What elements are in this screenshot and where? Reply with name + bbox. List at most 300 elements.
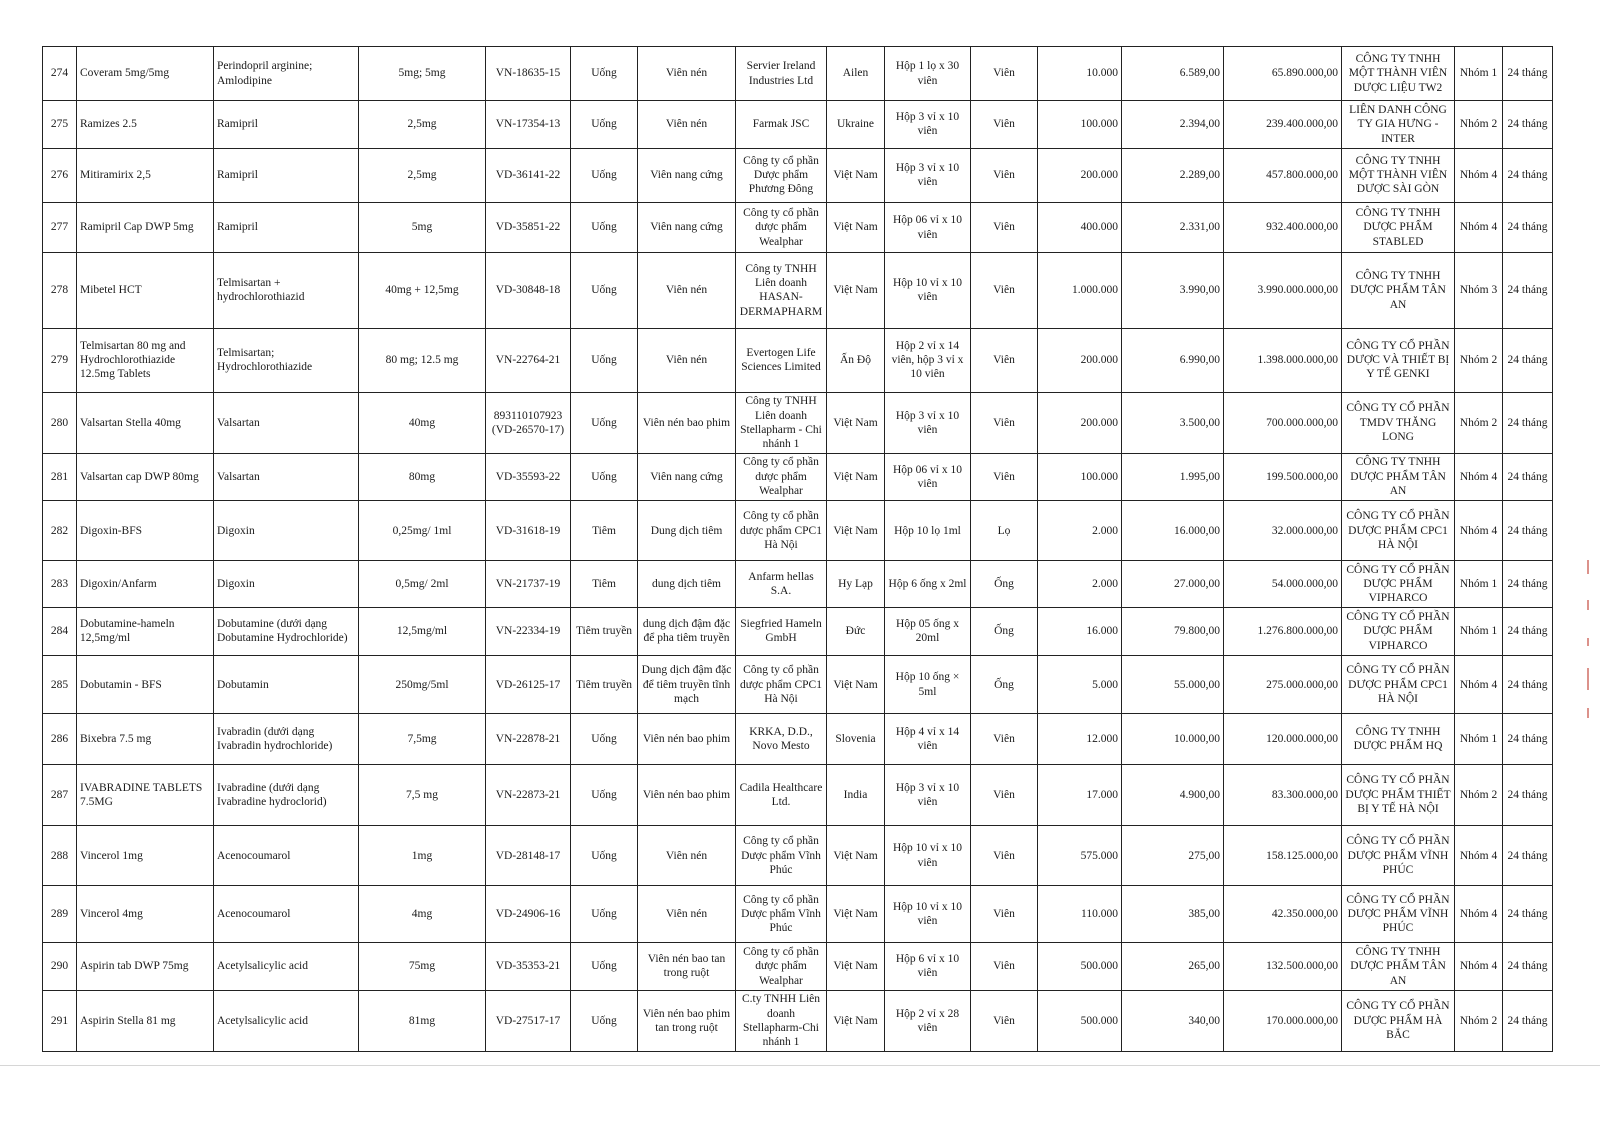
dosage-form-cell: Viên nén bao phim xyxy=(638,764,736,825)
unit-cell: Ống xyxy=(971,656,1038,714)
table-row xyxy=(43,392,1553,453)
supplier-cell: CÔNG TY CỔ PHẦN DƯỢC PHẨM VIPHARCO xyxy=(1342,561,1455,607)
packaging-cell: Hộp 3 vỉ x 10 viên xyxy=(885,764,971,825)
active-ingredient-cell: Telmisartan + hydrochlorothiazid xyxy=(214,253,359,328)
unit-cell: Viên xyxy=(971,453,1038,500)
route-cell: Uống xyxy=(571,202,638,252)
dosage-form-cell: Viên nén xyxy=(638,253,736,328)
quantity-cell: 500.000 xyxy=(1038,991,1122,1052)
unit-price-cell: 340,00 xyxy=(1122,991,1224,1052)
strength-cell: 5mg; 5mg xyxy=(359,47,486,101)
quantity-cell: 200.000 xyxy=(1038,328,1122,392)
drug-name-cell: Mitiramirix 2,5 xyxy=(77,148,214,202)
manufacturer-cell: Công ty cổ phần Dược phẩm Vĩnh Phúc xyxy=(736,826,827,886)
packaging-cell: Hộp 10 vỉ x 10 viên xyxy=(885,826,971,886)
strength-cell: 7,5 mg xyxy=(359,764,486,825)
active-ingredient-cell: Acenocoumarol xyxy=(214,886,359,942)
table-row xyxy=(43,148,1553,202)
unit-price-cell: 79.800,00 xyxy=(1122,607,1224,655)
dosage-form-cell: dung dịch đậm đặc để pha tiêm truyền xyxy=(638,607,736,655)
unit-cell: Viên xyxy=(971,764,1038,825)
route-cell: Tiêm xyxy=(571,501,638,561)
country-cell: Việt Nam xyxy=(827,392,885,453)
country-cell: Việt Nam xyxy=(827,826,885,886)
drug-name-cell: Telmisartan 80 mg and Hydrochlorothiazide 12.5mg Tablets xyxy=(77,328,214,392)
shelf-life-cell: 24 tháng xyxy=(1503,101,1553,148)
quantity-cell: 12.000 xyxy=(1038,714,1122,764)
dosage-form-cell: Viên nén xyxy=(638,101,736,148)
row-number-cell: 285 xyxy=(43,656,77,714)
quantity-cell: 2.000 xyxy=(1038,501,1122,561)
table-body xyxy=(43,47,1553,1052)
dosage-form-cell: Viên nén bao phim tan trong ruột xyxy=(638,991,736,1052)
drug-name-cell: Valsartan cap DWP 80mg xyxy=(77,453,214,500)
drug-name-cell: Aspirin tab DWP 75mg xyxy=(77,942,214,990)
active-ingredient-cell: Acetylsalicylic acid xyxy=(214,942,359,990)
route-cell: Uống xyxy=(571,714,638,764)
drug-name-cell: Vincerol 4mg xyxy=(77,886,214,942)
supplier-cell: CÔNG TY CỔ PHẦN DƯỢC PHẨM CPC1 HÀ NỘI xyxy=(1342,656,1455,714)
active-ingredient-cell: Ramipril xyxy=(214,148,359,202)
unit-price-cell: 2.289,00 xyxy=(1122,148,1224,202)
unit-cell: Viên xyxy=(971,991,1038,1052)
shelf-life-cell: 24 tháng xyxy=(1503,886,1553,942)
supplier-cell: CÔNG TY CỔ PHẦN DƯỢC PHẨM VĨNH PHÚC xyxy=(1342,886,1455,942)
supplier-cell: CÔNG TY TNHH DƯỢC PHẨM HQ xyxy=(1342,714,1455,764)
drug-name-cell: Aspirin Stella 81 mg xyxy=(77,991,214,1052)
shelf-life-cell: 24 tháng xyxy=(1503,991,1553,1052)
country-cell: Ukraine xyxy=(827,101,885,148)
quantity-cell: 10.000 xyxy=(1038,47,1122,101)
active-ingredient-cell: Valsartan xyxy=(214,392,359,453)
row-number-cell: 276 xyxy=(43,148,77,202)
registration-number-cell: VN-17354-13 xyxy=(486,101,571,148)
route-cell: Uống xyxy=(571,826,638,886)
supplier-cell: CÔNG TY CỔ PHẦN DƯỢC PHẨM VIPHARCO xyxy=(1342,607,1455,655)
supplier-cell: CÔNG TY TNHH DƯỢC PHẨM TÂN AN xyxy=(1342,453,1455,500)
quantity-cell: 1.000.000 xyxy=(1038,253,1122,328)
unit-cell: Viên xyxy=(971,148,1038,202)
unit-cell: Viên xyxy=(971,253,1038,328)
row-number-cell: 287 xyxy=(43,764,77,825)
registration-number-cell: VN-22878-21 xyxy=(486,714,571,764)
packaging-cell: Hộp 3 vỉ x 10 viên xyxy=(885,392,971,453)
route-cell: Uống xyxy=(571,764,638,825)
packaging-cell: Hộp 10 vỉ x 10 viên xyxy=(885,886,971,942)
packaging-cell: Hộp 6 ống x 2ml xyxy=(885,561,971,607)
route-cell: Uống xyxy=(571,886,638,942)
quantity-cell: 2.000 xyxy=(1038,561,1122,607)
country-cell: Việt Nam xyxy=(827,991,885,1052)
country-cell: Ấn Độ xyxy=(827,328,885,392)
table-row xyxy=(43,714,1553,764)
group-cell: Nhóm 4 xyxy=(1455,202,1503,252)
active-ingredient-cell: Ramipril xyxy=(214,202,359,252)
drug-name-cell: Coveram 5mg/5mg xyxy=(77,47,214,101)
group-cell: Nhóm 3 xyxy=(1455,253,1503,328)
route-cell: Uống xyxy=(571,991,638,1052)
shelf-life-cell: 24 tháng xyxy=(1503,253,1553,328)
route-cell: Tiêm truyền xyxy=(571,607,638,655)
table-row xyxy=(43,826,1553,886)
shelf-life-cell: 24 tháng xyxy=(1503,392,1553,453)
group-cell: Nhóm 1 xyxy=(1455,607,1503,655)
table-row xyxy=(43,561,1553,607)
active-ingredient-cell: Digoxin xyxy=(214,501,359,561)
group-cell: Nhóm 4 xyxy=(1455,826,1503,886)
margin-marks xyxy=(1584,560,1594,760)
total-amount-cell: 158.125.000,00 xyxy=(1224,826,1342,886)
unit-price-cell: 6.589,00 xyxy=(1122,47,1224,101)
country-cell: Việt Nam xyxy=(827,148,885,202)
strength-cell: 80mg xyxy=(359,453,486,500)
active-ingredient-cell: Perindopril arginine; Amlodipine xyxy=(214,47,359,101)
supplier-cell: CÔNG TY CỔ PHẦN DƯỢC VÀ THIẾT BỊ Y TẾ GENKI xyxy=(1342,328,1455,392)
quantity-cell: 100.000 xyxy=(1038,101,1122,148)
country-cell: Hy Lạp xyxy=(827,561,885,607)
route-cell: Uống xyxy=(571,47,638,101)
table-row xyxy=(43,101,1553,148)
registration-number-cell: 893110107923 (VD-26570-17) xyxy=(486,392,571,453)
packaging-cell: Hộp 10 vỉ x 10 viên xyxy=(885,253,971,328)
table-row xyxy=(43,453,1553,500)
total-amount-cell: 120.000.000,00 xyxy=(1224,714,1342,764)
shelf-life-cell: 24 tháng xyxy=(1503,501,1553,561)
table-row xyxy=(43,47,1553,101)
quantity-cell: 100.000 xyxy=(1038,453,1122,500)
shelf-life-cell: 24 tháng xyxy=(1503,942,1553,990)
manufacturer-cell: Công ty cổ phần dược phẩm CPC1 Hà Nội xyxy=(736,501,827,561)
shelf-life-cell: 24 tháng xyxy=(1503,607,1553,655)
quantity-cell: 500.000 xyxy=(1038,942,1122,990)
row-number-cell: 291 xyxy=(43,991,77,1052)
quantity-cell: 200.000 xyxy=(1038,148,1122,202)
group-cell: Nhóm 4 xyxy=(1455,656,1503,714)
drug-name-cell: IVABRADINE TABLETS 7.5MG xyxy=(77,764,214,825)
dosage-form-cell: dung dịch tiêm xyxy=(638,561,736,607)
unit-price-cell: 1.995,00 xyxy=(1122,453,1224,500)
unit-cell: Viên xyxy=(971,886,1038,942)
unit-price-cell: 6.990,00 xyxy=(1122,328,1224,392)
quantity-cell: 5.000 xyxy=(1038,656,1122,714)
country-cell: Việt Nam xyxy=(827,942,885,990)
unit-price-cell: 275,00 xyxy=(1122,826,1224,886)
dosage-form-cell: Viên nén xyxy=(638,328,736,392)
registration-number-cell: VN-22764-21 xyxy=(486,328,571,392)
quantity-cell: 17.000 xyxy=(1038,764,1122,825)
table-row xyxy=(43,202,1553,252)
unit-cell: Viên xyxy=(971,942,1038,990)
strength-cell: 250mg/5ml xyxy=(359,656,486,714)
strength-cell: 7,5mg xyxy=(359,714,486,764)
dosage-form-cell: Viên nén bao tan trong ruột xyxy=(638,942,736,990)
row-number-cell: 280 xyxy=(43,392,77,453)
strength-cell: 5mg xyxy=(359,202,486,252)
drug-name-cell: Bixebra 7.5 mg xyxy=(77,714,214,764)
table-row xyxy=(43,501,1553,561)
supplier-cell: CÔNG TY TNHH MỘT THÀNH VIÊN DƯỢC LIỆU TW2 xyxy=(1342,47,1455,101)
unit-price-cell: 10.000,00 xyxy=(1122,714,1224,764)
manufacturer-cell: Công ty TNHH Liên doanh Stellapharm - Chi nhánh 1 xyxy=(736,392,827,453)
manufacturer-cell: Evertogen Life Sciences Limited xyxy=(736,328,827,392)
row-number-cell: 282 xyxy=(43,501,77,561)
quantity-cell: 400.000 xyxy=(1038,202,1122,252)
group-cell: Nhóm 4 xyxy=(1455,148,1503,202)
unit-price-cell: 3.990,00 xyxy=(1122,253,1224,328)
registration-number-cell: VD-36141-22 xyxy=(486,148,571,202)
supplier-cell: CÔNG TY CỔ PHẦN DƯỢC PHẨM CPC1 HÀ NỘI xyxy=(1342,501,1455,561)
registration-number-cell: VN-22873-21 xyxy=(486,764,571,825)
registration-number-cell: VN-18635-15 xyxy=(486,47,571,101)
strength-cell: 2,5mg xyxy=(359,101,486,148)
supplier-cell: CÔNG TY TNHH DƯỢC PHẨM STABLED xyxy=(1342,202,1455,252)
strength-cell: 4mg xyxy=(359,886,486,942)
drug-name-cell: Ramipril Cap DWP 5mg xyxy=(77,202,214,252)
unit-cell: Viên xyxy=(971,714,1038,764)
quantity-cell: 16.000 xyxy=(1038,607,1122,655)
row-number-cell: 289 xyxy=(43,886,77,942)
packaging-cell: Hộp 1 lọ x 30 viên xyxy=(885,47,971,101)
unit-price-cell: 385,00 xyxy=(1122,886,1224,942)
group-cell: Nhóm 4 xyxy=(1455,501,1503,561)
active-ingredient-cell: Acetylsalicylic acid xyxy=(214,991,359,1052)
drug-name-cell: Dobutamin - BFS xyxy=(77,656,214,714)
table-row xyxy=(43,328,1553,392)
shelf-life-cell: 24 tháng xyxy=(1503,47,1553,101)
country-cell: Việt Nam xyxy=(827,886,885,942)
group-cell: Nhóm 4 xyxy=(1455,942,1503,990)
row-number-cell: 275 xyxy=(43,101,77,148)
packaging-cell: Hộp 2 vỉ x 14 viên, hộp 3 vỉ x 10 viên xyxy=(885,328,971,392)
drug-list-table xyxy=(42,46,1553,1052)
unit-cell: Viên xyxy=(971,202,1038,252)
registration-number-cell: VD-31618-19 xyxy=(486,501,571,561)
row-number-cell: 286 xyxy=(43,714,77,764)
active-ingredient-cell: Ivabradine (dưới dạng Ivabradine hydroclorid) xyxy=(214,764,359,825)
country-cell: Slovenia xyxy=(827,714,885,764)
strength-cell: 80 mg; 12.5 mg xyxy=(359,328,486,392)
group-cell: Nhóm 2 xyxy=(1455,991,1503,1052)
total-amount-cell: 932.400.000,00 xyxy=(1224,202,1342,252)
drug-name-cell: Vincerol 1mg xyxy=(77,826,214,886)
row-number-cell: 288 xyxy=(43,826,77,886)
country-cell: Đức xyxy=(827,607,885,655)
unit-price-cell: 16.000,00 xyxy=(1122,501,1224,561)
row-number-cell: 278 xyxy=(43,253,77,328)
registration-number-cell: VD-27517-17 xyxy=(486,991,571,1052)
registration-number-cell: VN-22334-19 xyxy=(486,607,571,655)
shelf-life-cell: 24 tháng xyxy=(1503,148,1553,202)
active-ingredient-cell: Ramipril xyxy=(214,101,359,148)
row-number-cell: 279 xyxy=(43,328,77,392)
route-cell: Uống xyxy=(571,148,638,202)
row-number-cell: 283 xyxy=(43,561,77,607)
active-ingredient-cell: Ivabradin (dưới dạng Ivabradin hydrochloride) xyxy=(214,714,359,764)
shelf-life-cell: 24 tháng xyxy=(1503,561,1553,607)
unit-price-cell: 27.000,00 xyxy=(1122,561,1224,607)
drug-name-cell: Digoxin-BFS xyxy=(77,501,214,561)
route-cell: Uống xyxy=(571,453,638,500)
unit-cell: Viên xyxy=(971,392,1038,453)
manufacturer-cell: Farmak JSC xyxy=(736,101,827,148)
unit-cell: Viên xyxy=(971,101,1038,148)
strength-cell: 75mg xyxy=(359,942,486,990)
packaging-cell: Hộp 2 vỉ x 28 viên xyxy=(885,991,971,1052)
unit-cell: Ống xyxy=(971,561,1038,607)
group-cell: Nhóm 2 xyxy=(1455,101,1503,148)
group-cell: Nhóm 2 xyxy=(1455,392,1503,453)
manufacturer-cell: Siegfried Hameln GmbH xyxy=(736,607,827,655)
route-cell: Tiêm xyxy=(571,561,638,607)
unit-price-cell: 265,00 xyxy=(1122,942,1224,990)
total-amount-cell: 42.350.000,00 xyxy=(1224,886,1342,942)
packaging-cell: Hộp 10 ống × 5ml xyxy=(885,656,971,714)
row-number-cell: 281 xyxy=(43,453,77,500)
strength-cell: 1mg xyxy=(359,826,486,886)
row-number-cell: 290 xyxy=(43,942,77,990)
total-amount-cell: 199.500.000,00 xyxy=(1224,453,1342,500)
group-cell: Nhóm 1 xyxy=(1455,561,1503,607)
group-cell: Nhóm 4 xyxy=(1455,886,1503,942)
dosage-form-cell: Viên nang cứng xyxy=(638,148,736,202)
manufacturer-cell: Công ty cổ phần dược phẩm CPC1 Hà Nội xyxy=(736,656,827,714)
country-cell: Việt Nam xyxy=(827,202,885,252)
table-row xyxy=(43,942,1553,990)
supplier-cell: CÔNG TY TNHH MỘT THÀNH VIÊN DƯỢC SÀI GÒN xyxy=(1342,148,1455,202)
packaging-cell: Hộp 10 lọ 1ml xyxy=(885,501,971,561)
country-cell: India xyxy=(827,764,885,825)
dosage-form-cell: Dung dịch đậm đặc để tiêm truyền tĩnh mạch xyxy=(638,656,736,714)
manufacturer-cell: KRKA, D.D., Novo Mesto xyxy=(736,714,827,764)
supplier-cell: CÔNG TY CỔ PHẦN DƯỢC PHẨM THIẾT BỊ Y TẾ HÀ NỘI xyxy=(1342,764,1455,825)
unit-price-cell: 3.500,00 xyxy=(1122,392,1224,453)
manufacturer-cell: C.ty TNHH Liên doanh Stellapharm-Chi nhánh 1 xyxy=(736,991,827,1052)
manufacturer-cell: Cadila Healthcare Ltd. xyxy=(736,764,827,825)
row-number-cell: 277 xyxy=(43,202,77,252)
row-number-cell: 284 xyxy=(43,607,77,655)
group-cell: Nhóm 2 xyxy=(1455,764,1503,825)
strength-cell: 0,25mg/ 1ml xyxy=(359,501,486,561)
route-cell: Uống xyxy=(571,101,638,148)
manufacturer-cell: Công ty cổ phần dược phẩm Wealphar xyxy=(736,202,827,252)
packaging-cell: Hộp 4 vỉ x 14 viên xyxy=(885,714,971,764)
total-amount-cell: 700.000.000,00 xyxy=(1224,392,1342,453)
group-cell: Nhóm 2 xyxy=(1455,328,1503,392)
registration-number-cell: VD-26125-17 xyxy=(486,656,571,714)
table-row xyxy=(43,991,1553,1052)
registration-number-cell: VN-21737-19 xyxy=(486,561,571,607)
active-ingredient-cell: Valsartan xyxy=(214,453,359,500)
dosage-form-cell: Viên nén bao phim xyxy=(638,392,736,453)
unit-cell: Viên xyxy=(971,47,1038,101)
quantity-cell: 575.000 xyxy=(1038,826,1122,886)
total-amount-cell: 170.000.000,00 xyxy=(1224,991,1342,1052)
strength-cell: 40mg + 12,5mg xyxy=(359,253,486,328)
unit-cell: Ống xyxy=(971,607,1038,655)
unit-price-cell: 4.900,00 xyxy=(1122,764,1224,825)
shelf-life-cell: 24 tháng xyxy=(1503,714,1553,764)
dosage-form-cell: Viên nén xyxy=(638,886,736,942)
route-cell: Tiêm truyền xyxy=(571,656,638,714)
strength-cell: 2,5mg xyxy=(359,148,486,202)
strength-cell: 12,5mg/ml xyxy=(359,607,486,655)
route-cell: Uống xyxy=(571,253,638,328)
active-ingredient-cell: Digoxin xyxy=(214,561,359,607)
group-cell: Nhóm 4 xyxy=(1455,453,1503,500)
shelf-life-cell: 24 tháng xyxy=(1503,202,1553,252)
total-amount-cell: 65.890.000,00 xyxy=(1224,47,1342,101)
manufacturer-cell: Công ty TNHH Liên doanh HASAN-DERMAPHARM xyxy=(736,253,827,328)
active-ingredient-cell: Acenocoumarol xyxy=(214,826,359,886)
unit-price-cell: 2.331,00 xyxy=(1122,202,1224,252)
total-amount-cell: 457.800.000,00 xyxy=(1224,148,1342,202)
active-ingredient-cell: Dobutamin xyxy=(214,656,359,714)
manufacturer-cell: Công ty cổ phần Dược phẩm Phương Đông xyxy=(736,148,827,202)
packaging-cell: Hộp 3 vỉ x 10 viên xyxy=(885,148,971,202)
registration-number-cell: VD-35593-22 xyxy=(486,453,571,500)
drug-name-cell: Valsartan Stella 40mg xyxy=(77,392,214,453)
strength-cell: 40mg xyxy=(359,392,486,453)
unit-price-cell: 2.394,00 xyxy=(1122,101,1224,148)
group-cell: Nhóm 1 xyxy=(1455,47,1503,101)
route-cell: Uống xyxy=(571,942,638,990)
strength-cell: 0,5mg/ 2ml xyxy=(359,561,486,607)
dosage-form-cell: Dung dịch tiêm xyxy=(638,501,736,561)
supplier-cell: LIÊN DANH CÔNG TY GIA HƯNG - INTER xyxy=(1342,101,1455,148)
total-amount-cell: 275.000.000,00 xyxy=(1224,656,1342,714)
country-cell: Ailen xyxy=(827,47,885,101)
shelf-life-cell: 24 tháng xyxy=(1503,453,1553,500)
manufacturer-cell: Công ty cổ phần Dược phẩm Vĩnh Phúc xyxy=(736,886,827,942)
shelf-life-cell: 24 tháng xyxy=(1503,656,1553,714)
total-amount-cell: 239.400.000,00 xyxy=(1224,101,1342,148)
quantity-cell: 200.000 xyxy=(1038,392,1122,453)
dosage-form-cell: Viên nén bao phim xyxy=(638,714,736,764)
unit-price-cell: 55.000,00 xyxy=(1122,656,1224,714)
unit-cell: Viên xyxy=(971,328,1038,392)
supplier-cell: CÔNG TY CỔ PHẦN TMDV THĂNG LONG xyxy=(1342,392,1455,453)
quantity-cell: 110.000 xyxy=(1038,886,1122,942)
shelf-life-cell: 24 tháng xyxy=(1503,826,1553,886)
total-amount-cell: 3.990.000.000,00 xyxy=(1224,253,1342,328)
route-cell: Uống xyxy=(571,328,638,392)
packaging-cell: Hộp 05 ống x 20ml xyxy=(885,607,971,655)
registration-number-cell: VD-35851-22 xyxy=(486,202,571,252)
registration-number-cell: VD-30848-18 xyxy=(486,253,571,328)
drug-name-cell: Ramizes 2.5 xyxy=(77,101,214,148)
drug-name-cell: Digoxin/Anfarm xyxy=(77,561,214,607)
table-row xyxy=(43,886,1553,942)
route-cell: Uống xyxy=(571,392,638,453)
packaging-cell: Hộp 6 vỉ x 10 viên xyxy=(885,942,971,990)
manufacturer-cell: Servier Ireland Industries Ltd xyxy=(736,47,827,101)
unit-cell: Viên xyxy=(971,826,1038,886)
country-cell: Việt Nam xyxy=(827,656,885,714)
total-amount-cell: 54.000.000,00 xyxy=(1224,561,1342,607)
total-amount-cell: 83.300.000,00 xyxy=(1224,764,1342,825)
packaging-cell: Hộp 06 vỉ x 10 viên xyxy=(885,202,971,252)
drug-name-cell: Mibetel HCT xyxy=(77,253,214,328)
dosage-form-cell: Viên nén xyxy=(638,826,736,886)
group-cell: Nhóm 1 xyxy=(1455,714,1503,764)
manufacturer-cell: Công ty cổ phần dược phẩm Wealphar xyxy=(736,453,827,500)
table-row xyxy=(43,253,1553,328)
manufacturer-cell: Anfarm hellas S.A. xyxy=(736,561,827,607)
table-row xyxy=(43,764,1553,825)
dosage-form-cell: Viên nén xyxy=(638,47,736,101)
row-number-cell: 274 xyxy=(43,47,77,101)
total-amount-cell: 132.500.000,00 xyxy=(1224,942,1342,990)
